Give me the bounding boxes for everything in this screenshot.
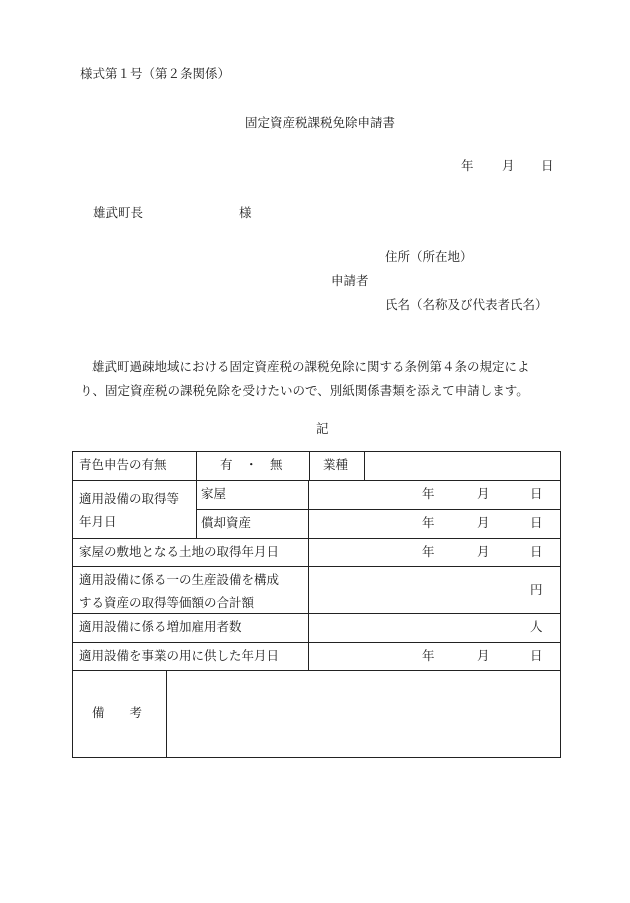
body-line-1: 雄武町過疎地域における固定資産税の課税免除に関する条例第４条の規定によ bbox=[92, 359, 530, 374]
date-year: 年 bbox=[461, 158, 474, 173]
depreciable-label: 償却資産 bbox=[201, 515, 252, 530]
document-title: 固定資産税課税免除申請書 bbox=[245, 115, 396, 130]
form-number: 様式第１号（第２条関係） bbox=[80, 66, 231, 81]
land-year[interactable]: 年 bbox=[422, 544, 435, 559]
business-use-day[interactable]: 日 bbox=[530, 648, 543, 663]
depreciable-year[interactable]: 年 bbox=[422, 515, 435, 530]
date-day: 日 bbox=[541, 158, 554, 173]
industry-label: 業種 bbox=[323, 457, 349, 472]
depreciable-month[interactable]: 月 bbox=[477, 515, 490, 530]
ki-heading: 記 bbox=[316, 421, 329, 436]
business-use-year[interactable]: 年 bbox=[422, 648, 435, 663]
industry-field[interactable] bbox=[370, 455, 556, 477]
body-paragraph bbox=[80, 355, 555, 403]
house-label: 家屋 bbox=[201, 486, 227, 501]
date-month: 月 bbox=[502, 158, 515, 173]
blue-return-label: 青色申告の有無 bbox=[79, 457, 167, 472]
acquisition-label-line1: 適用設備の取得等 bbox=[79, 491, 180, 506]
addressee-name: 雄武町長 bbox=[93, 205, 144, 220]
applicant-address-label: 住所（所在地） bbox=[385, 249, 473, 264]
employees-label: 適用設備に係る増加雇用者数 bbox=[79, 619, 242, 634]
body-line-2: り、固定資産税の課税免除を受けたいので、別紙関係書類を添えて申請します。 bbox=[80, 383, 529, 398]
cost-yen[interactable]: 円 bbox=[530, 582, 543, 597]
depreciable-day[interactable]: 日 bbox=[530, 515, 543, 530]
cost-label-line2: する資産の取得等価額の合計額 bbox=[79, 595, 255, 610]
applicant-name-label: 氏名（名称及び代表者氏名） bbox=[385, 297, 548, 312]
acquisition-label-line2: 年月日 bbox=[79, 514, 117, 529]
house-year[interactable]: 年 bbox=[422, 486, 435, 501]
land-acquisition-label: 家屋の敷地となる土地の取得年月日 bbox=[79, 544, 280, 559]
land-day[interactable]: 日 bbox=[530, 544, 543, 559]
applicant-label: 申請者 bbox=[331, 273, 369, 288]
remarks-field[interactable] bbox=[172, 675, 555, 753]
business-use-month[interactable]: 月 bbox=[477, 648, 490, 663]
addressee-honorific: 様 bbox=[239, 205, 252, 220]
business-use-label: 適用設備を事業の用に供した年月日 bbox=[79, 648, 280, 663]
house-month[interactable]: 月 bbox=[477, 486, 490, 501]
house-day[interactable]: 日 bbox=[530, 486, 543, 501]
cost-label-line1: 適用設備に係る一の生産設備を構成 bbox=[79, 572, 280, 587]
land-month[interactable]: 月 bbox=[477, 544, 490, 559]
employees-unit[interactable]: 人 bbox=[530, 619, 543, 634]
blue-return-choice[interactable]: 有 ・ 無 bbox=[220, 457, 283, 472]
remarks-label: 備 考 bbox=[92, 705, 143, 720]
